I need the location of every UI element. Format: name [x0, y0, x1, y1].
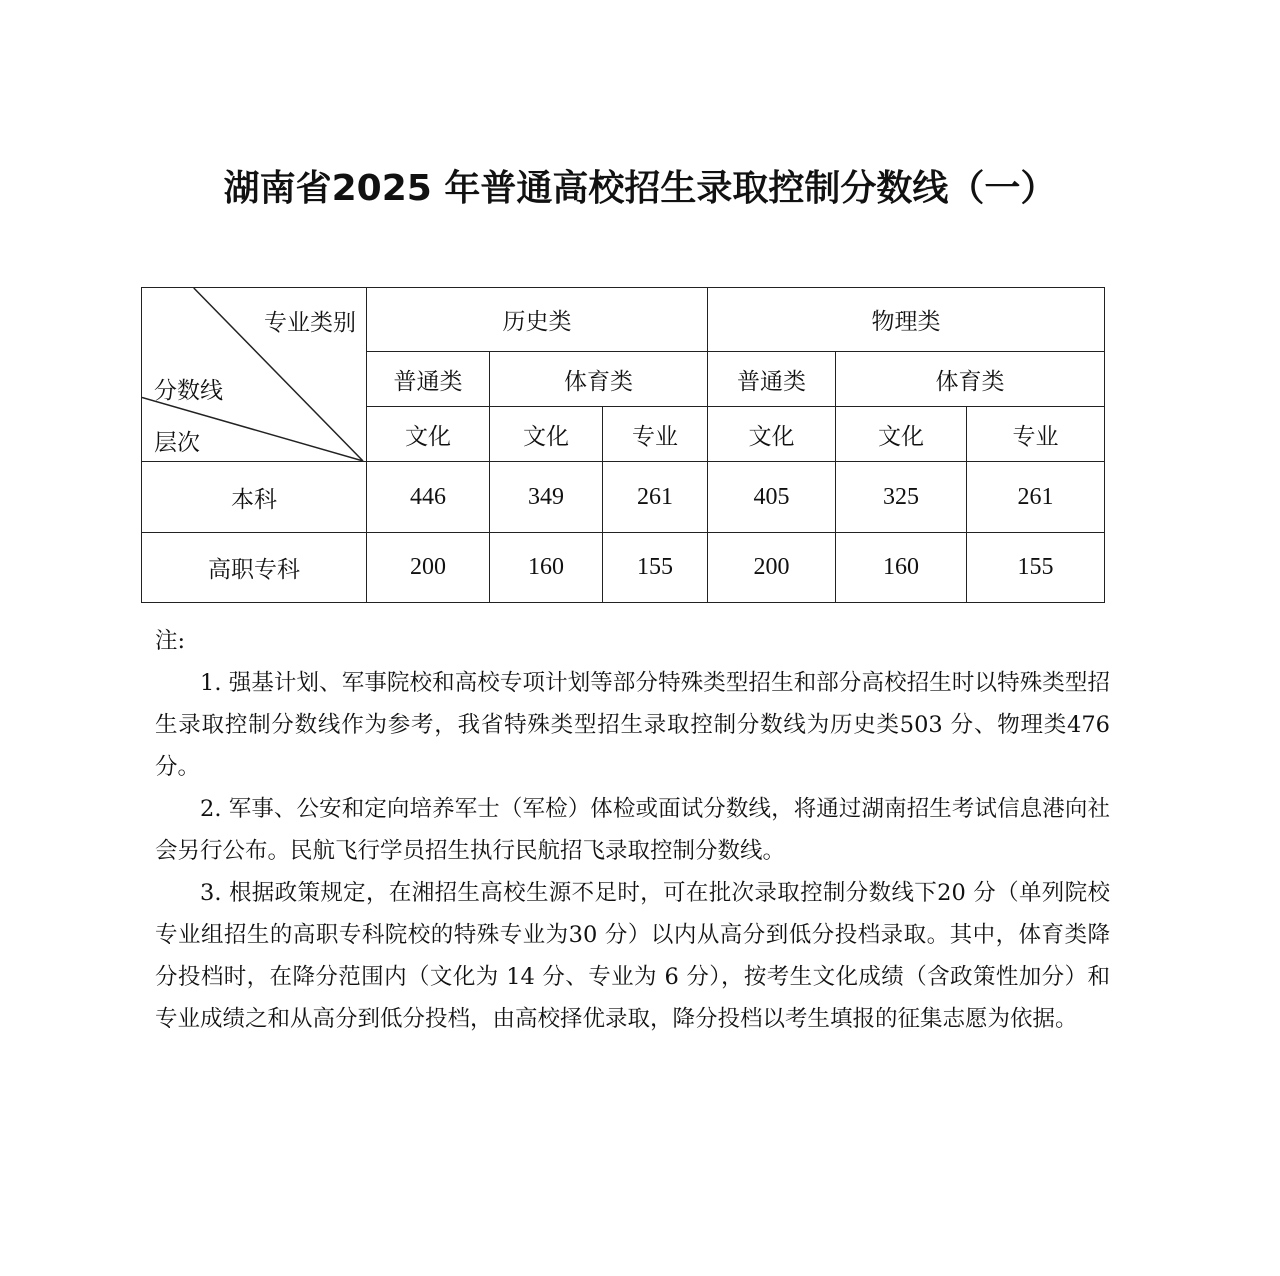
- corner-level-label: 层次: [154, 430, 200, 456]
- score-cell: 446: [367, 462, 490, 533]
- subject-cell: 专业: [603, 407, 708, 462]
- score-cell: 155: [603, 533, 708, 603]
- subject-cell: 文化: [367, 407, 490, 462]
- corner-cell: [142, 288, 367, 462]
- score-cell: 261: [603, 462, 708, 533]
- score-table: [141, 287, 1105, 603]
- table-row-vocational: [142, 533, 1105, 603]
- subject-cell: 文化: [708, 407, 836, 462]
- subject-cell: 文化: [490, 407, 603, 462]
- group-physics: 物理类: [708, 288, 1105, 352]
- subject-cell: 专业: [967, 407, 1105, 462]
- score-cell: 349: [490, 462, 603, 533]
- group-history: 历史类: [367, 288, 708, 352]
- subgroup-physics-general: 普通类: [708, 352, 836, 407]
- note-item-2: 2. 军事、公安和定向培养军士（军检）体检或面试分数线，将通过湖南招生考试信息港向社会另行公布。民航飞行学员招生执行民航招飞录取控制分数线。: [155, 796, 1110, 864]
- score-cell: 200: [708, 533, 836, 603]
- notes-section: [155, 620, 1110, 1040]
- subgroup-physics-sports: 体育类: [836, 352, 1105, 407]
- score-cell: 261: [967, 462, 1105, 533]
- score-cell: 325: [836, 462, 967, 533]
- score-cell: 160: [490, 533, 603, 603]
- score-cell: 160: [836, 533, 967, 603]
- subject-cell: 文化: [836, 407, 967, 462]
- corner-score-label: 分数线: [154, 378, 223, 404]
- score-cell: 155: [967, 533, 1105, 603]
- score-cell: 405: [708, 462, 836, 533]
- note-item-1: 1. 强基计划、军事院校和高校专项计划等部分特殊类型招生和部分高校招生时以特殊类型招生录取控制分数线作为参考，我省特殊类型招生录取控制分数线为历史类503 分、物理类476 分。: [155, 670, 1110, 780]
- corner-major-label: 专业类别: [264, 310, 356, 336]
- subgroup-history-general: 普通类: [367, 352, 490, 407]
- notes-heading: 注:: [155, 628, 186, 654]
- page-title: 湖南省2025 年普通高校招生录取控制分数线（一）: [223, 168, 1057, 209]
- level-cell: 高职专科: [142, 533, 367, 603]
- note-item-3: 3. 根据政策规定，在湘招生高校生源不足时，可在批次录取控制分数线下20 分（单列院校专业组招生的高职专科院校的特殊专业为30 分）以内从高分到低分投档录取。其中，体育类降分投档时，在降分范围内（文化为 14 分、专业为 6 分），按考生文化成绩（含政策性加分）和专业成绩之和从高分到低分投档，由高校择优录取，降分投档以考生填报的征集志愿为依据。: [155, 880, 1110, 1032]
- score-cell: 200: [367, 533, 490, 603]
- table-row-undergraduate: [142, 462, 1105, 533]
- table-header-row: [142, 288, 1105, 352]
- level-cell: 本科: [142, 462, 367, 533]
- subgroup-history-sports: 体育类: [490, 352, 708, 407]
